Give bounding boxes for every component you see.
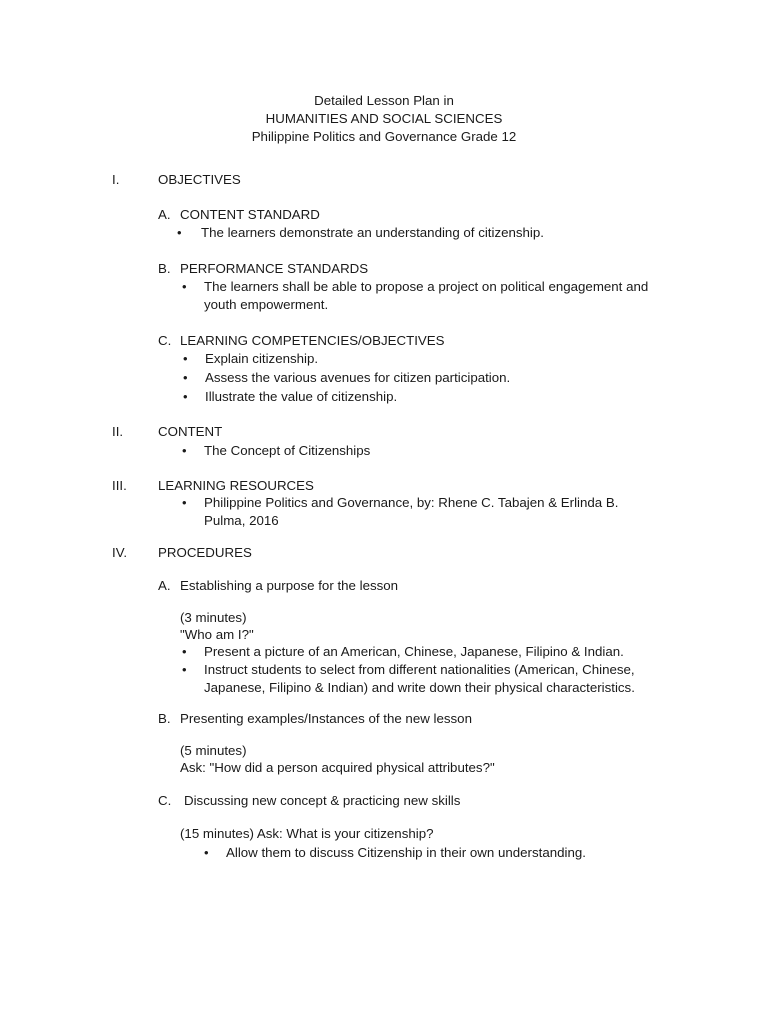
subsection-label-a: A.	[158, 578, 171, 593]
section-numeral-1: I.	[112, 172, 120, 187]
bullet-icon: •	[182, 644, 187, 659]
activity-prompt: Ask: "How did a person acquired physical attributes?"	[180, 760, 495, 775]
subsection-heading-discussing-concept: Discussing new concept & practicing new skills	[184, 793, 461, 808]
title-line-2: HUMANITIES AND SOCIAL SCIENCES	[265, 111, 503, 126]
document-title	[0, 92, 768, 146]
section-numeral-4: IV.	[112, 545, 128, 560]
list-item: The learners shall be able to propose a project on political engagement and	[204, 279, 649, 294]
subsection-heading-presenting-examples: Presenting examples/Instances of the new lesson	[180, 711, 472, 726]
subsection-heading-learning-competencies: LEARNING COMPETENCIES/OBJECTIVES	[180, 333, 445, 348]
subsection-label-b: B.	[158, 261, 171, 276]
list-item: Philippine Politics and Governance, by: Rhene C. Tabajen & Erlinda B.	[204, 495, 619, 510]
list-item: The learners demonstrate an understanding of citizenship.	[201, 225, 544, 240]
time-allotment: (3 minutes)	[180, 610, 247, 625]
activity-prompt: "Who am I?"	[180, 627, 254, 642]
section-heading-objectives: OBJECTIVES	[158, 172, 241, 187]
bullet-icon: •	[182, 495, 187, 510]
section-heading-learning-resources: LEARNING RESOURCES	[158, 478, 314, 493]
subsection-heading-performance-standards: PERFORMANCE STANDARDS	[180, 261, 369, 276]
subsection-label-c: C.	[158, 793, 172, 808]
bullet-icon: •	[183, 389, 188, 404]
list-item: Present a picture of an American, Chinese, Japanese, Filipino & Indian.	[204, 644, 624, 659]
list-item: The Concept of Citizenships	[204, 443, 371, 458]
bullet-icon: •	[182, 279, 187, 294]
bullet-icon: •	[182, 662, 187, 677]
section-numeral-2: II.	[112, 424, 124, 439]
subsection-heading-content-standard: CONTENT STANDARD	[180, 207, 320, 222]
list-item: Explain citizenship.	[205, 351, 319, 366]
subsection-label-c: C.	[158, 333, 172, 348]
list-item: Illustrate the value of citizenship.	[205, 389, 398, 404]
bullet-icon: •	[204, 845, 209, 860]
subsection-heading-establishing-purpose: Establishing a purpose for the lesson	[180, 578, 399, 593]
subsection-label-b: B.	[158, 711, 171, 726]
list-item: Assess the various avenues for citizen participation.	[205, 370, 511, 385]
bullet-icon: •	[182, 443, 187, 458]
section-heading-procedures: PROCEDURES	[158, 545, 252, 560]
title-line-1: Detailed Lesson Plan in	[314, 93, 454, 108]
time-and-question: (15 minutes) Ask: What is your citizenship?	[180, 826, 434, 841]
list-item-continuation: Japanese, Filipino & Indian) and write down their physical characteristics.	[204, 680, 635, 695]
bullet-icon: •	[183, 351, 188, 366]
section-heading-content: CONTENT	[158, 424, 223, 439]
time-allotment: (5 minutes)	[180, 743, 247, 758]
list-item-continuation: Pulma, 2016	[204, 513, 279, 528]
section-numeral-3: III.	[112, 478, 127, 493]
bullet-icon: •	[177, 225, 182, 240]
list-item: Instruct students to select from different nationalities (American, Chinese,	[204, 662, 635, 677]
list-item-continuation: youth empowerment.	[204, 297, 329, 312]
title-line-3: Philippine Politics and Governance Grade 12	[251, 129, 517, 144]
subsection-label-a: A.	[158, 207, 171, 222]
bullet-icon: •	[183, 370, 188, 385]
list-item: Allow them to discuss Citizenship in their own understanding.	[226, 845, 586, 860]
